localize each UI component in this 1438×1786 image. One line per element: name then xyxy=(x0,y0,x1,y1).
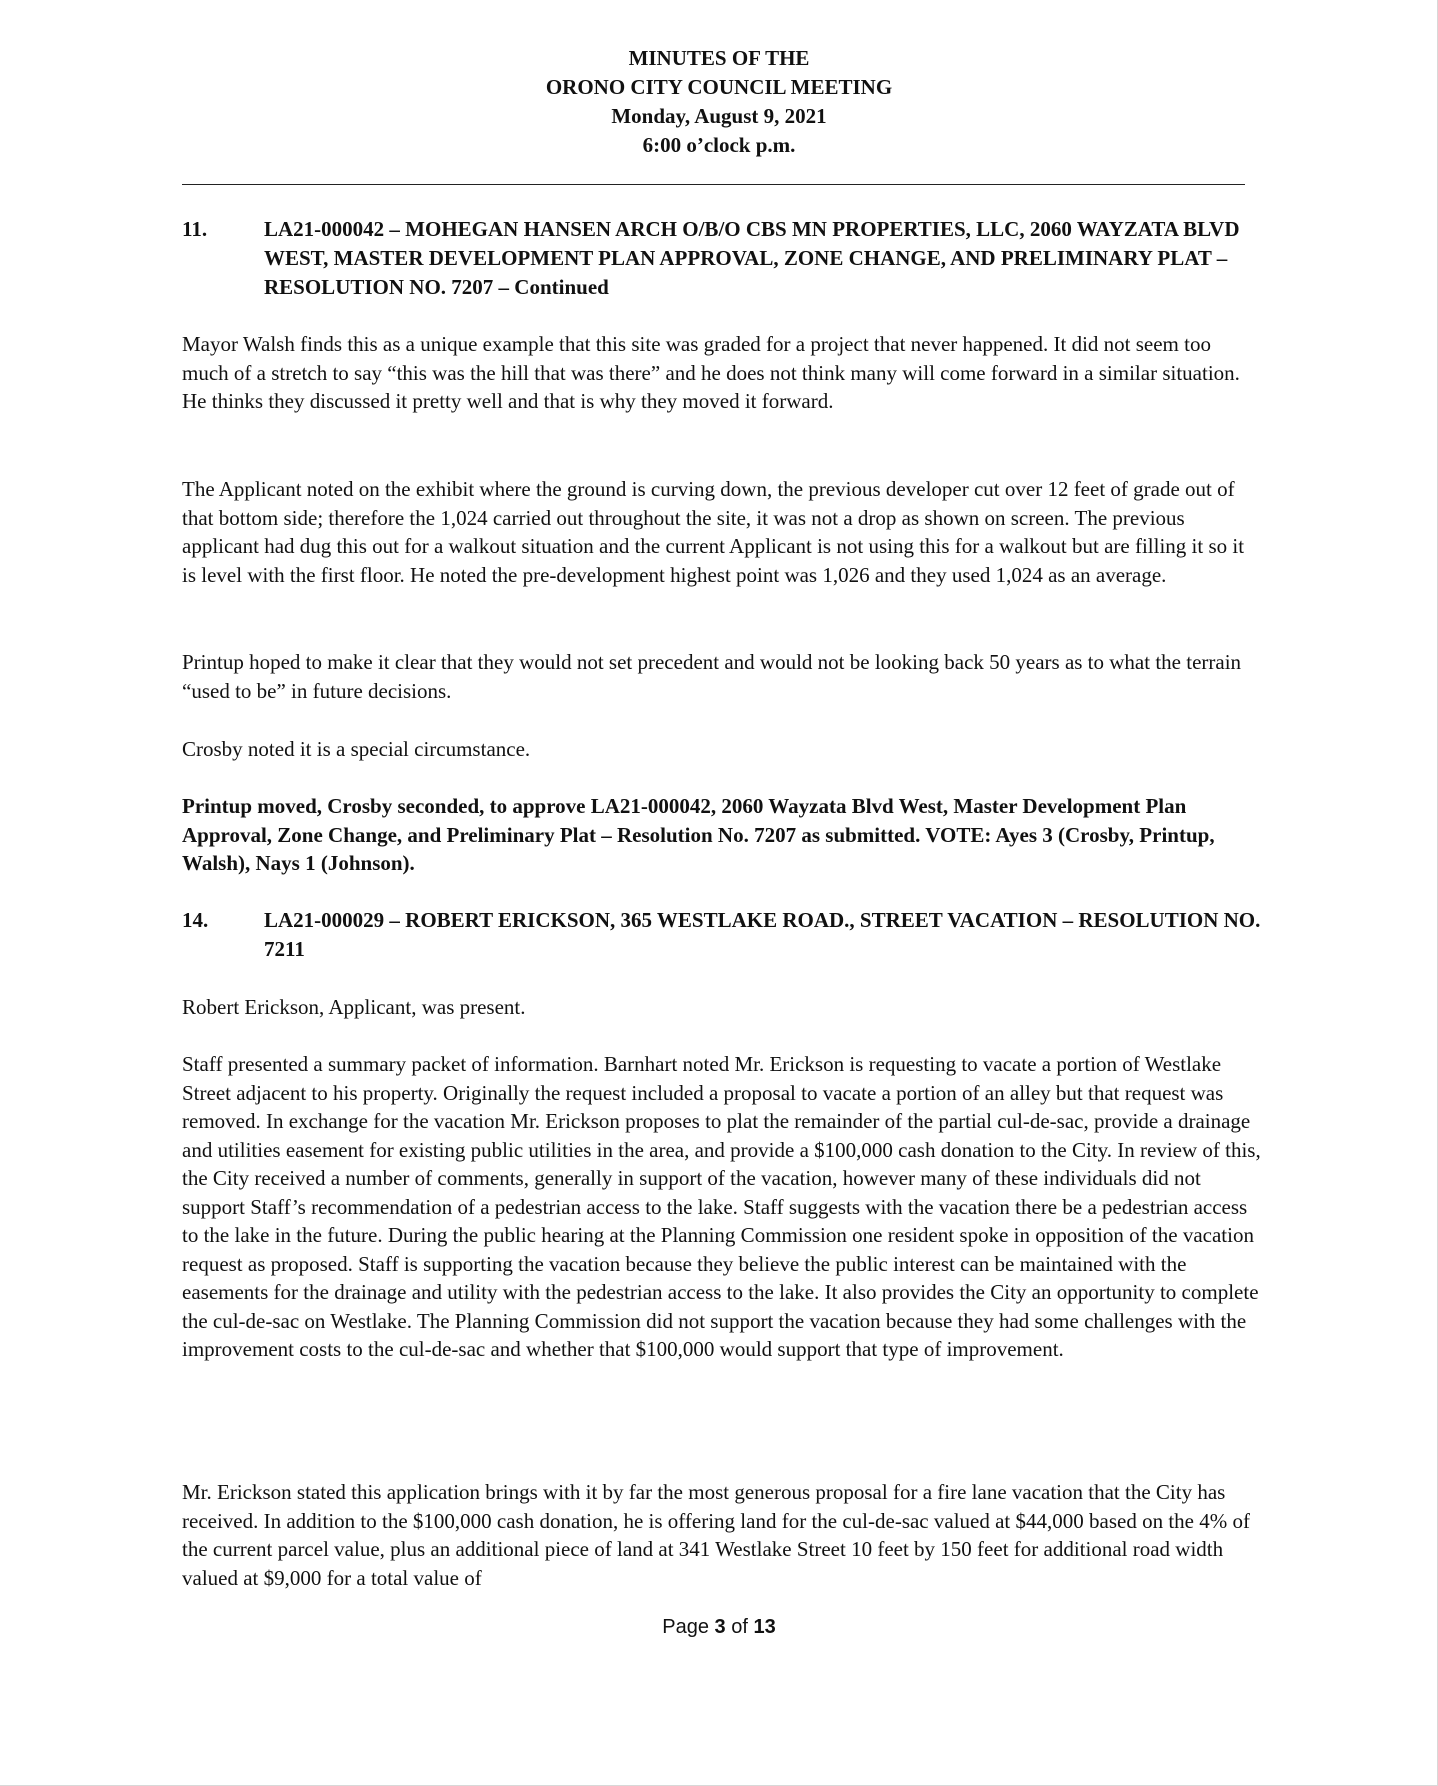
agenda-item-14-heading xyxy=(182,906,1262,964)
agenda-item-11-heading xyxy=(182,215,1262,302)
header-divider xyxy=(182,184,1245,185)
agenda-item-title: LA21-000042 – MOHEGAN HANSEN ARCH O/B/O CBS MN PROPERTIES, LLC, 2060 WAYZATA BLVD WEST, MASTER DEVELOPMENT PLAN APPROVAL, ZONE CHANGE, AND PRELIMINARY PLAT – RESOLUTION NO. 7207 – Continued xyxy=(264,217,1240,299)
header-time: 6:00 o’clock p.m. xyxy=(642,133,796,157)
header-council-name: ORONO CITY COUNCIL MEETING xyxy=(545,75,893,99)
agenda-item-number: 14. xyxy=(182,908,209,932)
paragraph-staff-summary: Staff presented a summary packet of information. Barnhart noted Mr. Erickson is requesting to vacate a portion of Westlake Street adjacent to his property. Originally the request included a proposal to vacate a portion of an alley but that request was removed. In exchange for the vacation Mr. Erickson proposes to plat the remainder of the partial cul-de-sac, provide a drainage and utilities easement for existing public utilities in the area, and provide a $100,000 cash donation to the City. In review of this, the City received a number of comments, generally in support of the vacation, however many of these individuals did not support Staff’s recommendation of a pedestrian access to the lake. Staff suggests with the vacation there be a pedestrian access to the lake in the future. During the public hearing at the Planning Commission one resident spoke in opposition of the vacation request as proposed. Staff is supporting the vacation because they believe the public interest can be maintained with the easements for the drainage and utility with the pedestrian access to the lake. It also provides the City an opportunity to complete the cul-de-sac on Westlake. The Planning Commission did not support the vacation because they had some challenges with the improvement costs to the cul-de-sac and whether that $100,000 would support that type of improvement. xyxy=(182,1052,1261,1361)
paragraph-erickson-statement: Mr. Erickson stated this application brings with it by far the most generous proposal for a fire lane vacation that the City has received. In addition to the $100,000 cash donation, he is offering land for the cul-de-sac valued at $44,000 based on the 4% of the current parcel value, plus an additional piece of land at 341 Westlake Street 10 feet by 150 feet for additional road width valued at $9,000 for a total value of xyxy=(182,1480,1250,1590)
page-label: Page xyxy=(662,1616,709,1638)
page-of-label: of xyxy=(731,1616,748,1638)
header-title: MINUTES OF THE xyxy=(628,46,810,70)
total-page-count: 13 xyxy=(753,1616,776,1638)
agenda-item-number: 11. xyxy=(182,217,208,241)
paragraph-mayor-walsh: Mayor Walsh finds this as a unique example that this site was graded for a project that never happened. It did not seem too much of a stretch to say “this was the hill that was there” and he does not think many will come forward in a similar situation. He thinks they discussed it pretty well and that is why they moved it forward. xyxy=(182,332,1240,413)
minutes-header xyxy=(0,44,1438,160)
paragraph-applicant-exhibit: The Applicant noted on the exhibit where the ground is curving down, the previous developer cut over 12 feet of grade out of that bottom side; therefore the 1,024 carried out throughout the site, it was not a drop as shown on screen. The previous applicant had dug this out for a walkout situation and the current Applicant is not using this for a walkout but are filling it so it is level with the first floor. He noted the pre-development highest point was 1,026 and they used 1,024 as an average. xyxy=(182,477,1245,587)
header-date: Monday, August 9, 2021 xyxy=(611,104,827,128)
motion-item-11: Printup moved, Crosby seconded, to approve LA21-000042, 2060 Wayzata Blvd West, Master Development Plan Approval, Zone Change, and Preliminary Plat – Resolution No. 7207 as submitted. VOTE: Ayes 3 (Crosby, Printup, Walsh), Nays 1 (Johnson). xyxy=(182,794,1215,875)
page-number-footer xyxy=(0,1616,1438,1639)
paragraph-crosby: Crosby noted it is a special circumstance. xyxy=(182,737,531,761)
agenda-item-title: LA21-000029 – ROBERT ERICKSON, 365 WESTLAKE ROAD., STREET VACATION – RESOLUTION NO. 7211 xyxy=(264,908,1261,961)
paragraph-printup: Printup hoped to make it clear that they would not set precedent and would not be looking back 50 years as to what the terrain “used to be” in future decisions. xyxy=(182,650,1242,703)
paragraph-applicant-present: Robert Erickson, Applicant, was present. xyxy=(182,995,526,1019)
current-page-number: 3 xyxy=(714,1616,726,1638)
